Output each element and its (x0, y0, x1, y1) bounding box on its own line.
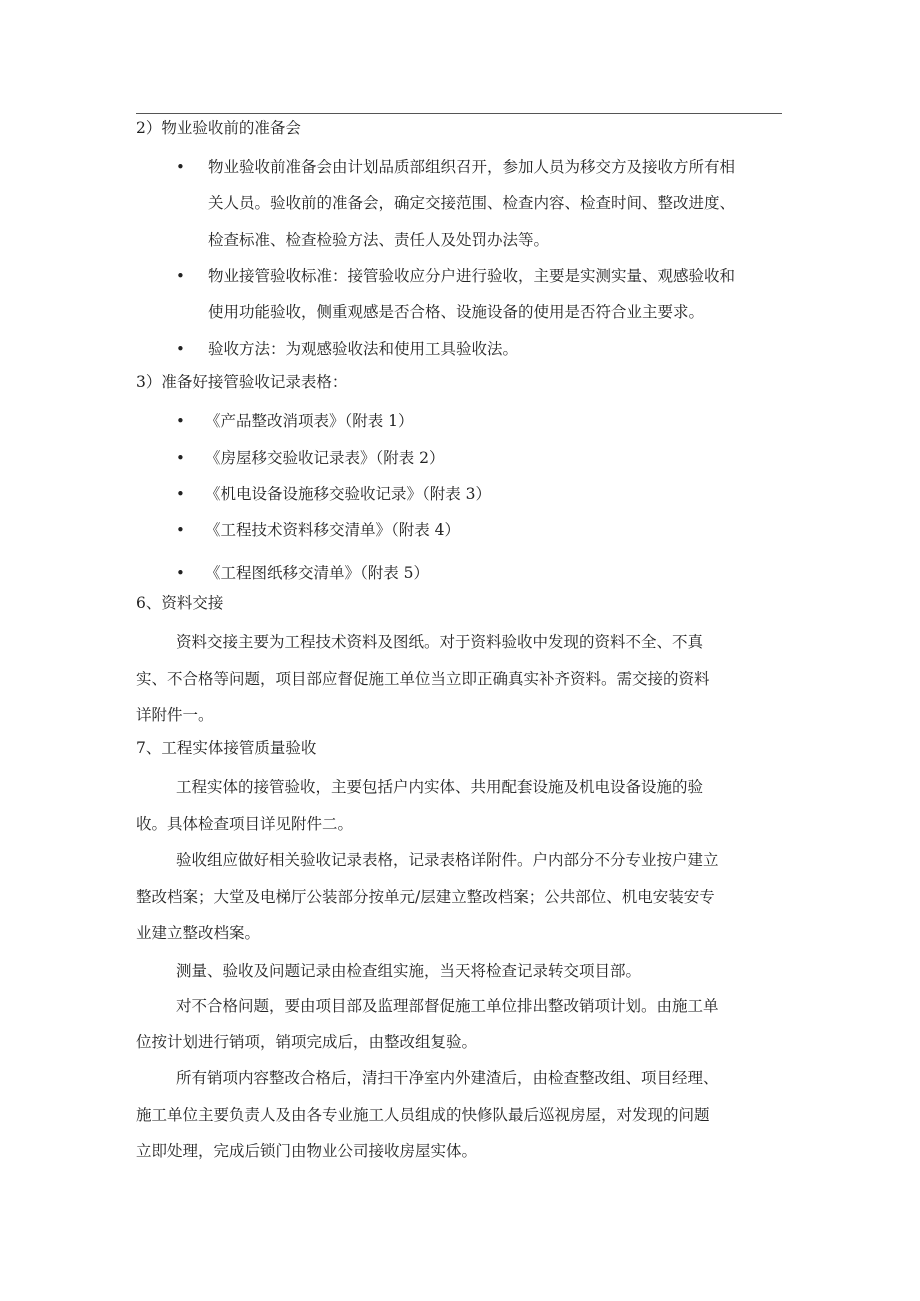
form-item: 《机电设备设施移交验收记录》（附表 3） (205, 485, 492, 503)
data-handover-line-2: 实、不合格等问题，项目部应督促施工单位当立即正确真实补齐资料。需交接的资料 (136, 670, 710, 688)
bullet-icon: • (176, 564, 185, 582)
nonconformity-line-2: 位按计划进行销项，销项完成后，由整改组复验。 (136, 1033, 478, 1051)
acceptance-standard-line-2: 使用功能验收，侧重观感是否合格、设施设备的使用是否符合业主要求。 (208, 303, 705, 321)
records-line-3: 业建立整改档案。 (136, 924, 261, 942)
section-2-heading: 2）物业验收前的准备会 (136, 119, 301, 137)
section-3-heading: 3）准备好接管验收记录表格： (136, 373, 348, 391)
records-line-2: 整改档案；大堂及电梯厅公装部分按单元/层建立整改档案；公共部位、机电安装安专 (136, 888, 715, 906)
bullet-icon: • (176, 449, 185, 467)
bullet-icon: • (176, 485, 185, 503)
nonconformity-line-1: 对不合格问题，要由项目部及监理部督促施工单位排出整改销项计划。由施工单 (176, 997, 719, 1015)
data-handover-line-3: 详附件一。 (136, 706, 214, 724)
header-rule (136, 113, 782, 114)
records-line-1: 验收组应做好相关验收记录表格，记录表格详附件。户内部分不分专业按户建立 (176, 851, 719, 869)
form-item: 《工程技术资料移交清单》（附表 4） (205, 521, 461, 539)
entity-acceptance-line-1: 工程实体的接管验收，主要包括户内实体、共用配套设施及机电设备设施的验 (176, 778, 704, 796)
bullet-icon: • (176, 521, 185, 539)
form-item: 《产品整改消项表》（附表 1） (205, 412, 414, 430)
data-handover-line-1: 资料交接主要为工程技术资料及图纸。对于资料验收中发现的资料不全、不真 (176, 633, 704, 651)
prep-meeting-line-3: 检查标准、检查检验方法、责任人及处罚办法等。 (208, 231, 550, 249)
bullet-icon: • (176, 412, 185, 430)
acceptance-standard-line-1: 物业接管验收标准：接管验收应分户进行验收，主要是实测实量、观感验收和 (208, 267, 736, 285)
form-item: 《房屋移交验收记录表》（附表 2） (205, 449, 445, 467)
form-item: 《工程图纸移交清单》（附表 5） (205, 564, 430, 582)
bullet-icon: • (176, 267, 185, 285)
prep-meeting-line-1: 物业验收前准备会由计划品质部组织召开，参加人员为移交方及接收方所有相 (208, 158, 736, 176)
bullet-icon: • (176, 340, 185, 358)
final-handover-line-1: 所有销项内容整改合格后，清扫干净室内外建渣后，由检查整改组、项目经理、 (176, 1069, 719, 1087)
entity-acceptance-line-2: 收。具体检查项目详见附件二。 (136, 815, 354, 833)
acceptance-method: 验收方法：为观感验收法和使用工具验收法。 (208, 340, 519, 358)
section-7-heading: 7、工程实体接管质量验收 (136, 739, 317, 757)
prep-meeting-line-2: 关人员。验收前的准备会，确定交接范围、检查内容、检查时间、整改进度、 (208, 194, 736, 212)
final-handover-line-3: 立即处理，完成后锁门由物业公司接收房屋实体。 (136, 1142, 478, 1160)
final-handover-line-2: 施工单位主要负责人及由各专业施工人员组成的快修队最后巡视房屋，对发现的问题 (136, 1106, 710, 1124)
inspection-line: 测量、验收及问题记录由检查组实施，当天将检查记录转交项目部。 (176, 962, 642, 980)
section-6-heading: 6、资料交接 (136, 594, 224, 612)
bullet-icon: • (176, 158, 185, 176)
